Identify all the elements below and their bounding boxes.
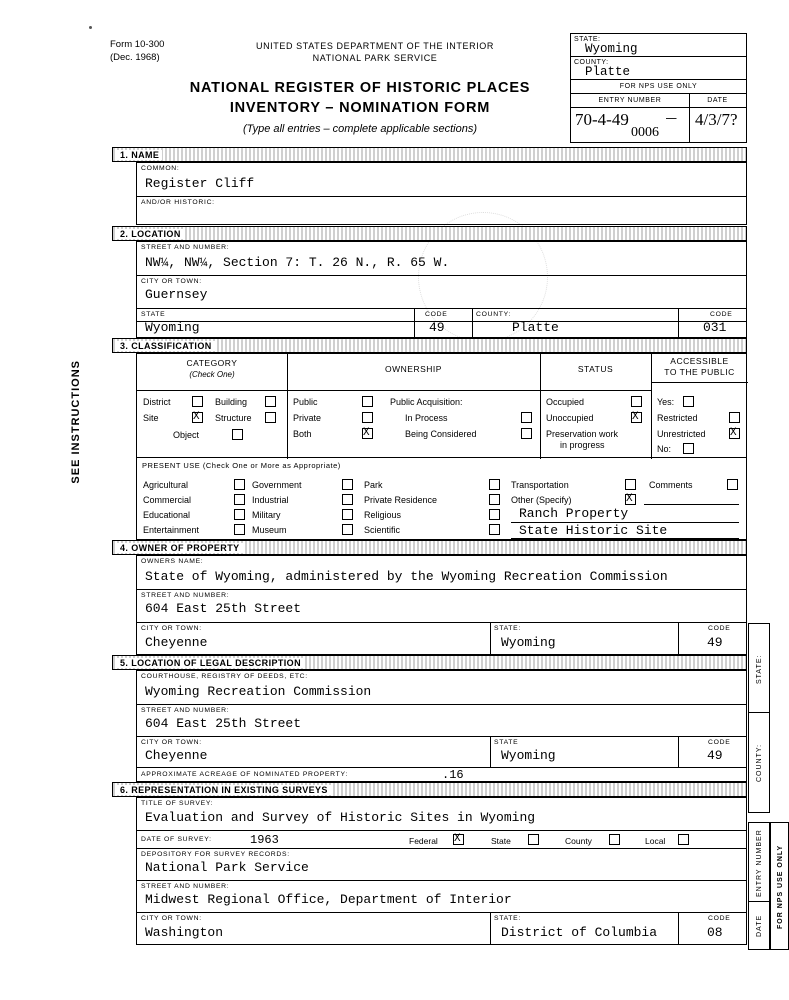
section-header-name — [112, 147, 747, 162]
legal-street-value: 604 East 25th Street — [145, 716, 302, 731]
owner-street-value: 604 East 25th Street — [145, 601, 302, 616]
legal-city-label: CITY OR TOWN: — [141, 739, 202, 746]
use-military-label: Military — [252, 510, 281, 520]
ownership-public-acquisition-label: Public Acquisition: — [390, 397, 463, 407]
use-industrial-label: Industrial — [252, 495, 289, 505]
location-state-value: Wyoming — [145, 320, 200, 335]
owner-street-field[interactable] — [136, 590, 747, 623]
ownership-item-public-label: Public — [293, 397, 318, 407]
legal-courthouse-label: COURTHOUSE, REGISTRY OF DEEDS, ETC: — [141, 673, 308, 680]
use-private-residence-label: Private Residence — [364, 495, 438, 505]
other-specify-value-2: State Historic Site — [519, 523, 668, 538]
legal-city-value: Cheyenne — [145, 748, 208, 763]
survey-state-value: District of Columbia — [501, 925, 658, 940]
use-entertainment-label: Entertainment — [143, 525, 200, 535]
use-museum-checkbox[interactable] — [342, 524, 353, 535]
use-agricultural-checkbox[interactable] — [234, 479, 245, 490]
margin-county-box — [748, 713, 770, 813]
agency-line-1: UNITED STATES DEPARTMENT OF THE INTERIOR — [255, 41, 495, 51]
use-scientific-checkbox[interactable] — [489, 524, 500, 535]
use-entertainment-checkbox[interactable] — [234, 524, 245, 535]
ownership-item-being-considered-label: Being Considered — [405, 429, 477, 439]
location-county-label: COUNTY: — [476, 311, 512, 318]
use-religious-checkbox[interactable] — [489, 509, 500, 520]
header-entry-date-labels — [571, 94, 746, 108]
accessible-title-1: ACCESSIBLE — [670, 356, 729, 366]
section-4-label: 4. OWNER OF PROPERTY — [117, 543, 243, 553]
location-city-field[interactable] — [136, 276, 747, 309]
category-subtitle: (Check One) — [189, 370, 235, 379]
survey-date-level-row — [136, 831, 747, 849]
location-city-value: Guernsey — [145, 287, 208, 302]
header-date-value: 4/3/7? — [695, 110, 738, 129]
owner-city-value: Cheyenne — [145, 635, 208, 650]
section-header-location — [112, 226, 747, 241]
survey-street-value: Midwest Regional Office, Department of Interior — [145, 892, 512, 907]
use-transportation-checkbox[interactable] — [625, 479, 636, 490]
page-speck — [89, 26, 92, 29]
ownership-item-both-label: Both — [293, 429, 312, 439]
owner-name-value: State of Wyoming, administered by the Wyoming Recreation Commission — [145, 569, 668, 584]
owner-city-state-row — [136, 623, 747, 655]
section-2-label: 2. LOCATION — [117, 229, 184, 239]
header-nps-use-label: FOR NPS USE ONLY — [619, 83, 698, 90]
accessible-item-unrestricted-checkbox[interactable]: X — [729, 428, 740, 439]
legal-acreage-value: .16 — [442, 768, 464, 782]
survey-level-state-label: State — [491, 836, 511, 846]
header-entry-number-struck: 0006 — [631, 125, 659, 140]
header-county-row — [571, 57, 746, 80]
category-item-site-label: Site — [143, 413, 159, 423]
ownership-item-private-checkbox[interactable] — [362, 412, 373, 423]
section-6-label: 6. REPRESENTATION IN EXISTING SURVEYS — [117, 785, 331, 795]
present-use-block — [136, 458, 747, 540]
location-state-code-value: 49 — [429, 320, 445, 335]
form-subtitle: (Type all entries – complete applicable sections) — [243, 123, 477, 135]
survey-city-label: CITY OR TOWN: — [141, 915, 202, 922]
survey-date-value: 1963 — [250, 833, 279, 847]
survey-level-state-checkbox[interactable] — [528, 834, 539, 845]
status-item-unoccupied-checkbox[interactable]: X — [631, 412, 642, 423]
margin-entry-number-box — [748, 822, 770, 902]
location-county-code-value: 031 — [703, 320, 727, 335]
accessible-item-yes-checkbox[interactable] — [683, 396, 694, 407]
accessible-item-no-label: No: — [657, 444, 672, 454]
ownership-item-both-checkbox[interactable]: X — [362, 428, 373, 439]
use-religious-label: Religious — [364, 510, 402, 520]
ownership-item-in-process-checkbox[interactable] — [521, 412, 532, 423]
present-use-title: PRESENT USE (Check One or More as Appropriate) — [142, 461, 341, 470]
header-entry-number-label: ENTRY NUMBER — [598, 97, 662, 104]
section-header-surveys — [112, 782, 747, 797]
owner-code-label: CODE — [708, 625, 731, 632]
status-item-preservation-label-2: in progress — [560, 440, 605, 450]
use-park-label: Park — [364, 480, 383, 490]
margin-state-box — [748, 623, 770, 713]
margin-state-label: STATE: — [756, 654, 763, 684]
location-county-value: Platte — [512, 320, 559, 335]
form-date: (Dec. 1968) — [110, 52, 160, 63]
header-entry-date-values — [571, 108, 746, 142]
survey-level-local-checkbox[interactable] — [678, 834, 689, 845]
title-line-1: NATIONAL REGISTER OF HISTORIC PLACES — [189, 80, 531, 96]
legal-code-label: CODE — [708, 739, 731, 746]
accessible-title-2: TO THE PUBLIC — [664, 367, 735, 377]
section-3-label: 3. CLASSIFICATION — [117, 341, 215, 351]
common-name-label: COMMON: — [141, 165, 180, 172]
owner-name-label: OWNERS NAME: — [141, 558, 204, 565]
owner-state-value: Wyoming — [501, 635, 556, 650]
survey-level-local-label: Local — [645, 836, 666, 846]
accessible-item-no-checkbox[interactable] — [683, 443, 694, 454]
category-title: CATEGORY — [186, 358, 238, 368]
survey-street-field[interactable] — [136, 881, 747, 913]
nps-header-block — [570, 33, 747, 143]
location-county-code-label: CODE — [710, 311, 733, 318]
owner-city-label: CITY OR TOWN: — [141, 625, 202, 632]
survey-depository-field[interactable] — [136, 849, 747, 881]
survey-depository-value: National Park Service — [145, 860, 309, 875]
historic-name-field[interactable] — [136, 197, 747, 225]
legal-code-value: 49 — [707, 748, 723, 763]
use-transportation-label: Transportation — [511, 480, 569, 490]
ownership-item-public-checkbox[interactable] — [362, 396, 373, 407]
margin-date-box — [748, 902, 770, 950]
location-city-label: CITY OR TOWN: — [141, 278, 202, 285]
ownership-item-being-considered-checkbox[interactable] — [521, 428, 532, 439]
header-state-value: Wyoming — [585, 42, 638, 56]
section-5-label: 5. LOCATION OF LEGAL DESCRIPTION — [117, 658, 304, 668]
accessible-item-unrestricted-label: Unrestricted — [657, 429, 706, 439]
use-government-label: Government — [252, 480, 302, 490]
legal-state-value: Wyoming — [501, 748, 556, 763]
legal-acreage-label: APPROXIMATE ACREAGE OF NOMINATED PROPERTY: — [141, 771, 348, 778]
status-title: STATUS — [577, 364, 614, 374]
header-date-label: DATE — [707, 97, 728, 104]
margin-nps-use-box — [770, 822, 789, 950]
owner-street-label: STREET AND NUMBER: — [141, 592, 230, 599]
location-state-code-label: CODE — [425, 311, 448, 318]
survey-level-county-checkbox[interactable] — [609, 834, 620, 845]
use-other-label: Other (Specify) — [511, 495, 572, 505]
section-1-label: 1. NAME — [117, 150, 162, 160]
owner-name-field[interactable] — [136, 555, 747, 590]
use-military-checkbox[interactable] — [342, 509, 353, 520]
header-entry-number-value: 70-4-49 — [575, 110, 629, 129]
use-comments-checkbox[interactable] — [727, 479, 738, 490]
category-item-structure-label: Structure — [215, 413, 252, 423]
use-private-residence-checkbox[interactable] — [489, 494, 500, 505]
category-item-structure-checkbox[interactable] — [265, 412, 276, 423]
category-item-building-checkbox[interactable] — [265, 396, 276, 407]
use-museum-label: Museum — [252, 525, 287, 535]
form-number: Form 10-300 — [110, 39, 165, 50]
survey-title-field[interactable] — [136, 797, 747, 831]
header-state-row — [571, 34, 746, 57]
ownership-item-in-process-label: In Process — [405, 413, 448, 423]
survey-title-value: Evaluation and Survey of Historic Sites in Wyoming — [145, 810, 536, 825]
legal-street-field[interactable] — [136, 705, 747, 737]
use-other-checkbox[interactable]: X — [625, 494, 636, 505]
status-item-occupied-label: Occupied — [546, 397, 585, 407]
legal-state-label: STATE — [494, 739, 519, 746]
use-park-checkbox[interactable] — [489, 479, 500, 490]
form-number-block — [110, 38, 164, 64]
status-item-preservation-label: Preservation work — [546, 429, 619, 439]
survey-title-label: TITLE OF SURVEY: — [141, 800, 214, 807]
legal-courthouse-value: Wyoming Recreation Commission — [145, 684, 372, 699]
section-header-legal — [112, 655, 747, 670]
margin-county-label: COUNTY: — [756, 743, 763, 783]
header-county-label: COUNTY: — [574, 59, 609, 66]
common-name-field[interactable] — [136, 162, 747, 197]
ownership-title: OWNERSHIP — [385, 364, 442, 374]
see-instructions-label: SEE INSTRUCTIONS — [70, 360, 82, 484]
legal-acreage-row[interactable] — [136, 768, 747, 782]
section-header-classification — [112, 338, 747, 353]
agency-line-2: NATIONAL PARK SERVICE — [312, 53, 438, 63]
historic-name-label: AND/OR HISTORIC: — [141, 199, 215, 206]
survey-city-state-row — [136, 913, 747, 945]
location-street-label: STREET AND NUMBER: — [141, 244, 230, 251]
margin-entry-number-label: ENTRY NUMBER — [756, 829, 763, 897]
accessible-item-restricted-label: Restricted — [657, 413, 698, 423]
owner-code-value: 49 — [707, 635, 723, 650]
owner-state-label: STATE: — [494, 625, 521, 632]
status-item-occupied-checkbox[interactable] — [631, 396, 642, 407]
ownership-item-private-label: Private — [293, 413, 322, 423]
header-entry-number-struck-top — [666, 111, 677, 127]
header-state-label: STATE: — [574, 36, 601, 43]
survey-code-label: CODE — [708, 915, 731, 922]
legal-courthouse-field[interactable] — [136, 670, 747, 705]
category-item-building-label: Building — [215, 397, 248, 407]
section-header-owner — [112, 540, 747, 555]
agency-heading — [210, 40, 540, 64]
use-commercial-label: Commercial — [143, 495, 192, 505]
margin-nps-use-label: FOR NPS USE ONLY — [777, 844, 784, 930]
page-title — [150, 78, 570, 118]
category-item-object-label: Object — [173, 430, 200, 440]
category-item-object-checkbox[interactable] — [232, 429, 243, 440]
survey-depository-label: DEPOSITORY FOR SURVEY RECORDS: — [141, 851, 290, 858]
accessible-item-restricted-checkbox[interactable] — [729, 412, 740, 423]
use-industrial-checkbox[interactable] — [342, 494, 353, 505]
category-item-district-label: District — [143, 397, 171, 407]
use-comments-label: Comments — [649, 480, 693, 490]
status-item-unoccupied-label: Unoccupied — [546, 413, 594, 423]
common-name-value: Register Cliff — [145, 176, 255, 191]
location-street-value: NW¼, NW¼, Section 7: T. 26 N., R. 65 W. — [145, 255, 450, 270]
header-nps-use-row — [571, 80, 746, 94]
use-educational-label: Educational — [143, 510, 191, 520]
category-item-site-checkbox[interactable]: X — [192, 412, 203, 423]
survey-date-label: DATE OF SURVEY: — [141, 836, 212, 843]
classification-grid — [136, 353, 747, 458]
survey-level-federal-checkbox[interactable]: X — [453, 834, 464, 845]
location-state-label: STATE — [141, 311, 166, 318]
title-line-2: INVENTORY – NOMINATION FORM — [229, 100, 491, 116]
header-county-value: Platte — [585, 65, 631, 79]
survey-state-label: STATE: — [494, 915, 521, 922]
legal-street-label: STREET AND NUMBER: — [141, 707, 230, 714]
survey-street-label: STREET AND NUMBER: — [141, 883, 230, 890]
category-item-district-checkbox[interactable] — [192, 396, 203, 407]
location-state-county-row — [136, 309, 747, 338]
location-street-field[interactable] — [136, 241, 747, 276]
survey-level-federal-label: Federal — [409, 836, 438, 846]
survey-code-value: 08 — [707, 925, 723, 940]
survey-level-county-label: County — [565, 836, 592, 846]
margin-date-label: DATE — [756, 914, 763, 938]
legal-city-state-row — [136, 737, 747, 768]
use-scientific-label: Scientific — [364, 525, 401, 535]
use-government-checkbox[interactable] — [342, 479, 353, 490]
other-specify-value-1: Ranch Property — [519, 506, 629, 521]
use-commercial-checkbox[interactable] — [234, 494, 245, 505]
use-educational-checkbox[interactable] — [234, 509, 245, 520]
accessible-item-yes-label: Yes: — [657, 397, 675, 407]
survey-city-value: Washington — [145, 925, 224, 940]
use-agricultural-label: Agricultural — [143, 480, 189, 490]
